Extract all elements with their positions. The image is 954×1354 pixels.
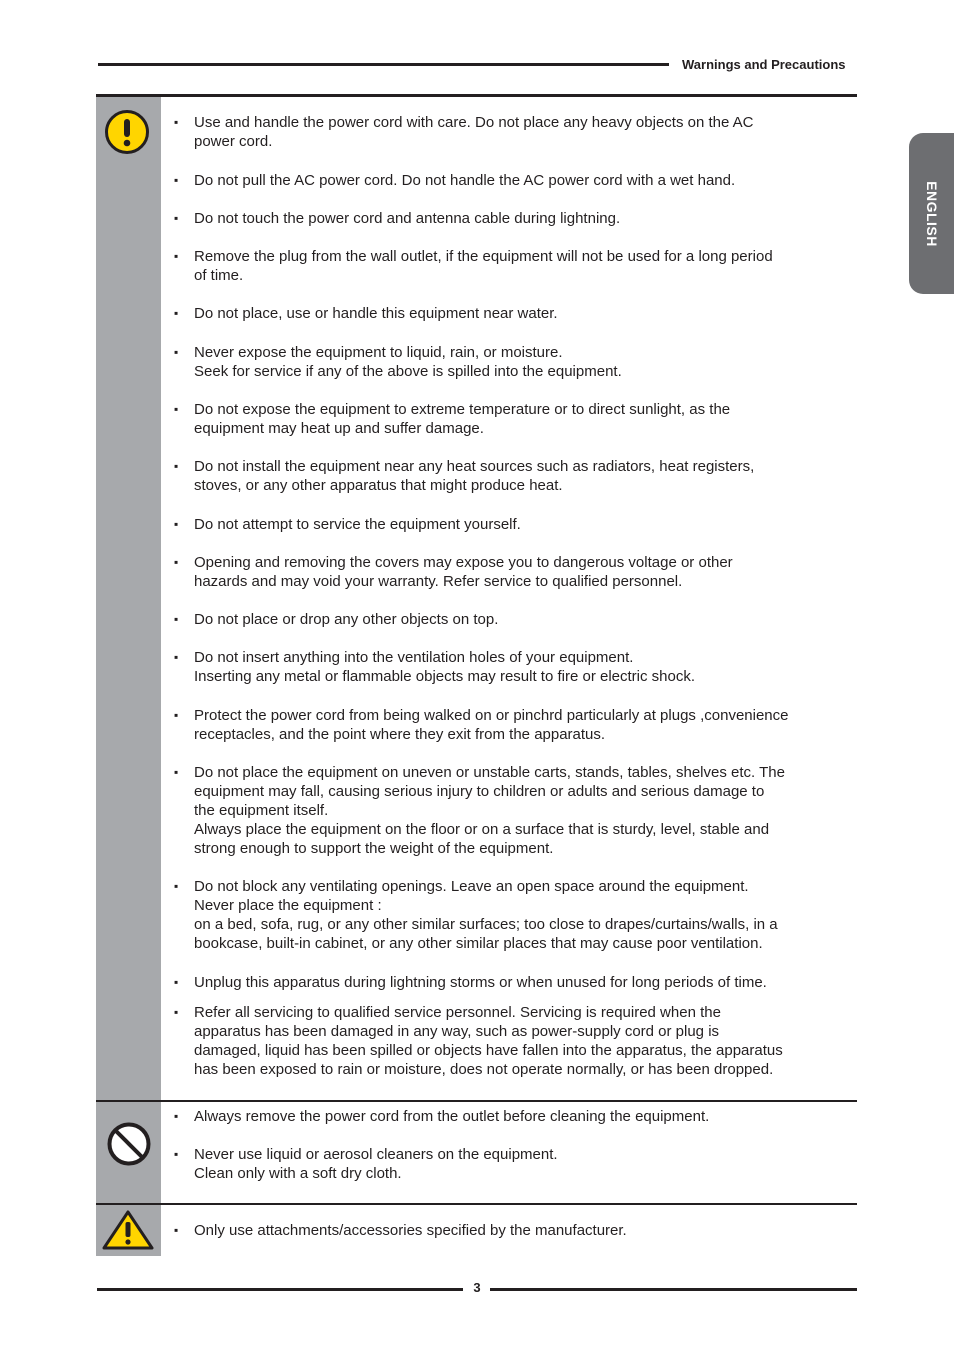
list-item	[174, 113, 854, 151]
bullet-marker: ▪	[174, 1147, 179, 1161]
list-item-line: strong enough to support the weight of the equipment.	[194, 840, 554, 857]
list-item	[174, 400, 854, 438]
list-item-line: Seek for service if any of the above is spilled into the equipment.	[194, 363, 622, 380]
bullet-marker: ▪	[174, 306, 179, 320]
list-item-line: Do not block any ventilating openings. Leave an open space around the equipment.	[194, 878, 749, 895]
list-item-line: Opening and removing the covers may expose you to dangerous voltage or other	[194, 554, 733, 571]
prohibited-icon	[106, 1121, 152, 1167]
list-item	[174, 610, 854, 629]
list-item-line: equipment may fall, causing serious injury to children or adults and serious damage to	[194, 783, 765, 800]
language-tab[interactable]	[909, 133, 954, 294]
list-item-line: Do not install the equipment near any heat sources such as radiators, heat registers,	[194, 458, 755, 475]
list-item	[174, 973, 854, 992]
bullet-marker: ▪	[174, 1005, 179, 1019]
bullet-marker: ▪	[174, 1109, 179, 1123]
list-item	[174, 515, 854, 534]
list-item-line: damaged, liquid has been spilled or objects have fallen into the apparatus, the apparatus	[194, 1042, 783, 1059]
page-header-title: Warnings and Precautions	[682, 57, 846, 72]
bullet-marker: ▪	[174, 879, 179, 893]
bullet-marker: ▪	[174, 211, 179, 225]
list-item	[174, 877, 854, 953]
warning-triangle-icon	[101, 1209, 155, 1251]
list-item-line: apparatus has been damaged in any way, such as power-supply cord or plug is	[194, 1023, 720, 1040]
list-item-line: Unplug this apparatus during lightning storms or when unused for long periods of time.	[194, 974, 767, 991]
bullet-marker: ▪	[174, 555, 179, 569]
list-item-line: Always place the equipment on the floor or on a surface that is sturdy, level, stable and	[194, 821, 770, 838]
page-number: 3	[473, 1280, 481, 1295]
list-item	[174, 247, 854, 285]
accessories-section	[96, 1205, 857, 1256]
list-item-line: Do not touch the power cord and antenna cable during lightning.	[194, 210, 621, 227]
list-item-line: equipment may heat up and suffer damage.	[194, 420, 484, 437]
list-item-line: Never expose the equipment to liquid, rain, or moisture.	[194, 344, 563, 361]
list-item-line: on a bed, sofa, rug, or any other similar surfaces; too close to drapes/curtains/walls, in a	[194, 916, 778, 933]
bullet-marker: ▪	[174, 249, 179, 263]
bullet-marker: ▪	[174, 612, 179, 626]
list-item-line: hazards and may void your warranty. Refer service to qualified personnel.	[194, 573, 683, 590]
list-item-line: stoves, or any other apparatus that might produce heat.	[194, 477, 563, 494]
bullet-marker: ▪	[174, 765, 179, 779]
list-item-line: Remove the plug from the wall outlet, if the equipment will not be used for a long period	[194, 248, 773, 265]
footer-rule-left	[97, 1288, 463, 1291]
bullet-marker: ▪	[174, 650, 179, 664]
bullet-marker: ▪	[174, 708, 179, 722]
bullet-marker: ▪	[174, 173, 179, 187]
list-item	[174, 1003, 854, 1079]
list-item-line: Do not place or drop any other objects on top.	[194, 611, 499, 628]
list-item	[174, 343, 854, 381]
list-item	[174, 553, 854, 591]
list-item-line: receptacles, and the point where they exit from the apparatus.	[194, 726, 606, 743]
list-item-line: the equipment itself.	[194, 802, 329, 819]
list-item	[174, 1221, 854, 1240]
header-rule	[98, 63, 669, 66]
list-item-line: Use and handle the power cord with care. Do not place any heavy objects on the AC	[194, 114, 754, 131]
bullet-marker: ▪	[174, 345, 179, 359]
list-item-line: Refer all servicing to qualified service personnel. Servicing is required when the	[194, 1004, 721, 1021]
bullet-marker: ▪	[174, 459, 179, 473]
list-item-line: Inserting any metal or flammable objects may result to fire or electric shock.	[194, 668, 696, 685]
language-tab-label: ENGLISH	[923, 180, 940, 247]
list-item-line: power cord.	[194, 133, 273, 150]
list-item	[174, 706, 854, 744]
list-item-line: Do not pull the AC power cord. Do not handle the AC power cord with a wet hand.	[194, 172, 736, 189]
list-item	[174, 1107, 854, 1126]
footer-rule-right	[490, 1288, 857, 1291]
list-item-line: Never use liquid or aerosol cleaners on the equipment.	[194, 1146, 558, 1163]
bullet-marker: ▪	[174, 975, 179, 989]
list-item-line: has been exposed to rain or moisture, does not operate normally, or has been dropped.	[194, 1061, 774, 1078]
list-item-line: Protect the power cord from being walked on or pinchrd particularly at plugs ,convenience	[194, 707, 789, 724]
warnings-section	[96, 97, 857, 1100]
list-item	[174, 1145, 854, 1183]
bullet-marker: ▪	[174, 402, 179, 416]
list-item	[174, 763, 854, 858]
bullet-marker: ▪	[174, 115, 179, 129]
list-item-line: of time.	[194, 267, 244, 284]
list-item	[174, 457, 854, 495]
list-item	[174, 304, 854, 323]
bullet-marker: ▪	[174, 1223, 179, 1237]
list-item-line: Always remove the power cord from the outlet before cleaning the equipment.	[194, 1108, 710, 1125]
cleaning-section	[96, 1102, 857, 1203]
warnings-icon-column	[96, 97, 161, 1100]
list-item	[174, 171, 854, 190]
list-item-line: Clean only with a soft dry cloth.	[194, 1165, 402, 1182]
bullet-marker: ▪	[174, 517, 179, 531]
list-item-line: bookcase, built-in cabinet, or any other similar places that may cause poor ventilation.	[194, 935, 763, 952]
list-item	[174, 648, 854, 686]
list-item-line: Do not place, use or handle this equipment near water.	[194, 305, 558, 322]
list-item-line: Do not attempt to service the equipment yourself.	[194, 516, 521, 533]
list-item	[174, 209, 854, 228]
list-item-line: Do not expose the equipment to extreme temperature or to direct sunlight, as the	[194, 401, 731, 418]
list-item-line: Never place the equipment :	[194, 897, 382, 914]
exclamation-circle-icon	[104, 109, 150, 155]
list-item-line: Do not insert anything into the ventilation holes of your equipment.	[194, 649, 634, 666]
list-item-line: Do not place the equipment on uneven or unstable carts, stands, tables, shelves etc. The	[194, 764, 785, 781]
list-item-line: Only use attachments/accessories specified by the manufacturer.	[194, 1222, 627, 1239]
